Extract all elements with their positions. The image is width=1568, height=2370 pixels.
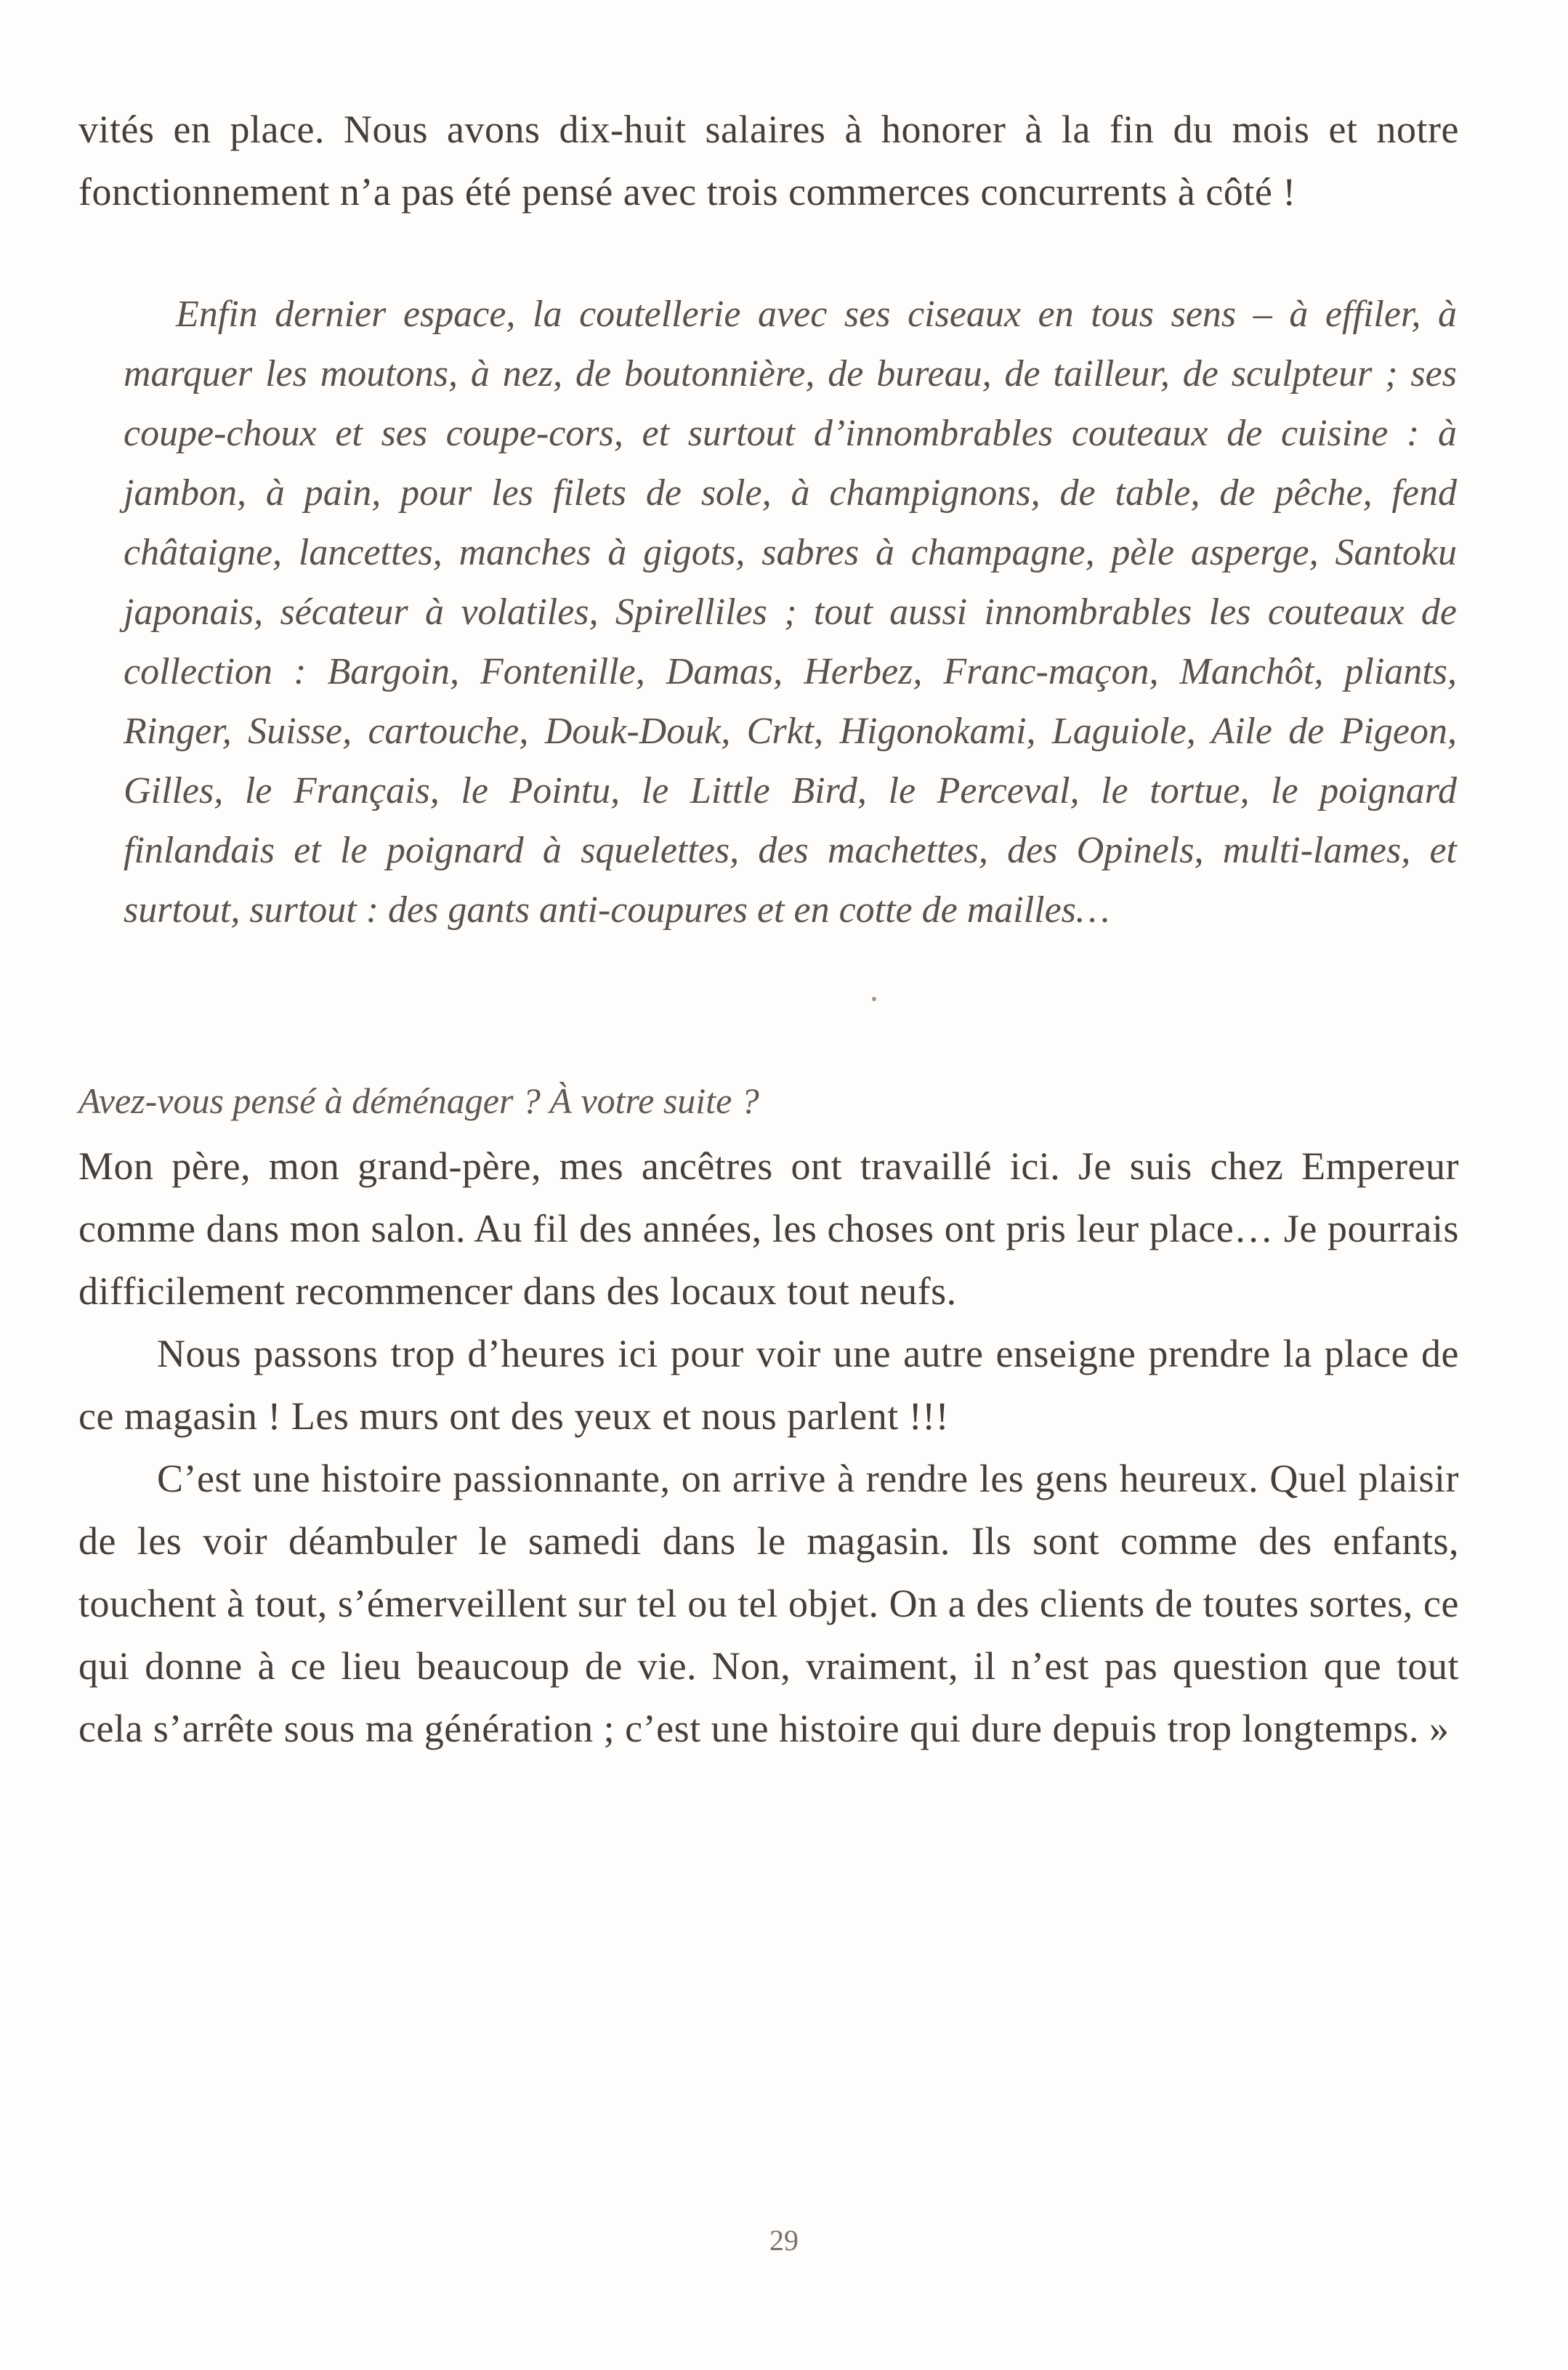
answer-paragraph-1: Mon père, mon grand-père, mes ancêtres ont travaillé ici. Je suis chez Empereur comme dans mon salon. Au fil des années, les choses ont pris leur place… Je pourrais difficilement recommencer dans des locaux tout neufs. — [78, 1144, 1459, 1313]
intro-text: vités en place. Nous avons dix-huit salaires à honorer à la fin du mois et notre fonctionnement n’a pas été pensé avec trois commerces concurrents à côté ! — [78, 108, 1459, 214]
answer-paragraph-3: C’est une histoire passionnante, on arrive à rendre les gens heureux. Quel plaisir de les voir déambuler le samedi dans le magasin. Ils sont comme des enfants, touchent à tout, s’émerveillent sur tel ou tel objet. On a des clients de toutes sortes, ce qui donne à ce lieu beaucoup de vie. Non, vraiment, il n’est pas question que tout cela s’arrête sous ma génération ; c’est une histoire qui dure depuis trop longtemps. » — [78, 1457, 1459, 1750]
stray-ink-mark — [872, 997, 876, 1001]
interview-answer — [78, 1135, 1459, 1760]
intro-paragraph — [78, 98, 1459, 223]
page-number: 29 — [769, 2224, 799, 2257]
question-text: Avez-vous pensé à déménager ? À votre suite ? — [78, 1080, 759, 1121]
interview-question — [78, 1072, 1459, 1130]
quote-text: Enfin dernier espace, la coutellerie avec ses ciseaux en tous sens – à effiler, à marquer les moutons, à nez, de boutonnière, de bureau, de tailleur, de sculpteur ; ses coupe-choux et ses coupe-cors, et surtout d’innombrables couteaux de cuisine : à jambon, à pain, pour les filets de sole, à champignons, de table, de pêche, fend châtaigne, lancettes, manches à gigots, sabres à champagne, pèle asperge, Santoku japonais, sécateur à volatiles, Spirelliles ; tout aussi innombrables les couteaux de collection : Bargoin, Fontenille, Damas, Herbez, Franc-maçon, Manchôt, pliants, Ringer, Suisse, cartouche, Douk-Douk, Crkt, Higonokami, Laguiole, Aile de Pigeon, Gilles, le Français, le Pointu, le Little Bird, le Perceval, le tortue, le poignard finlandais et le poignard à squelettes, des machettes, des Opinels, multi-lames, et surtout, surtout : des gants anti-coupures et en cotte de mailles… — [124, 294, 1457, 931]
answer-paragraph-2: Nous passons trop d’heures ici pour voir une autre enseigne prendre la place de ce magasin ! Les murs ont des yeux et nous parlent !!! — [78, 1332, 1459, 1438]
knife-inventory-quote — [124, 285, 1457, 940]
